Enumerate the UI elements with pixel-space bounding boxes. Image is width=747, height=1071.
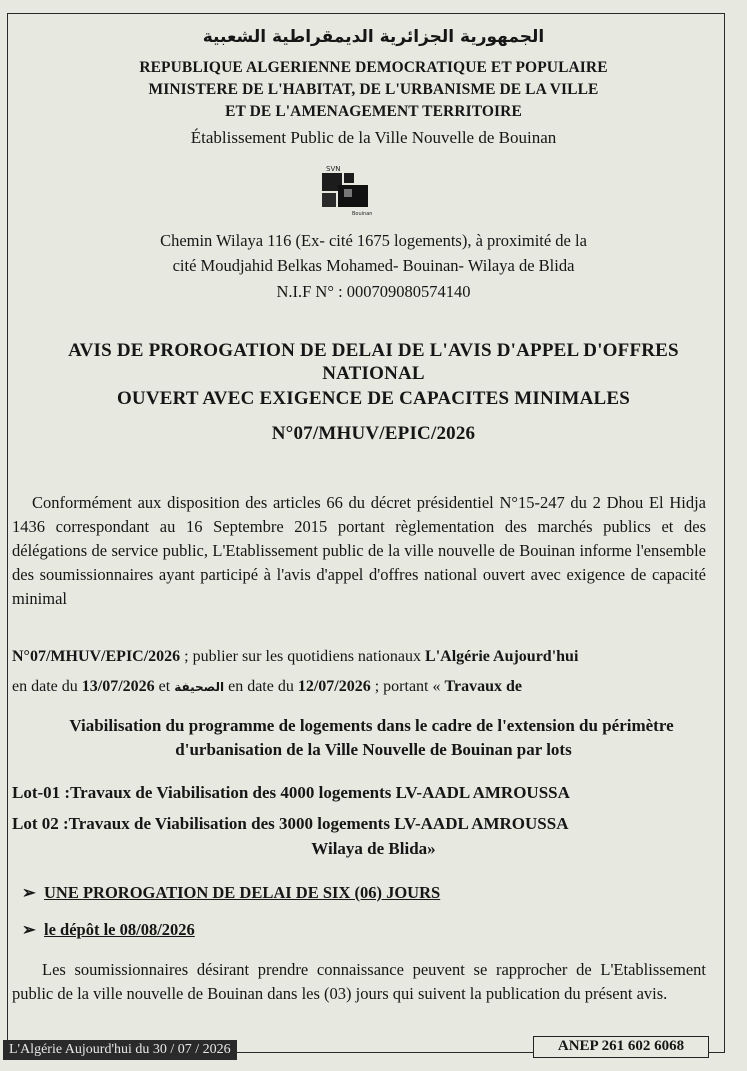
extension-text: UNE PROROGATION DE DELAI DE SIX (06) JOURS [44,883,441,902]
reference-line [12,648,706,666]
arabic-title: الجمهورية الجزائرية الديمقراطية الشعبية [202,27,545,47]
dates-line [12,678,706,696]
portant-text: ; portant « [370,678,445,695]
deposit-date-text: le dépôt le 08/08/2026 [44,920,195,939]
date-mid: en date du [224,678,298,695]
arrow-right-icon: ➢ [22,920,36,939]
travaux-de: Travaux de [444,678,522,695]
notice-title-line3: OUVERT AVEC EXIGENCE DE CAPACITES MINIMALES [116,388,631,409]
newspaper-name: L'Algérie Aujourd'hui [425,648,579,665]
project-line1: Viabilisation du programme de logements dans le cadre de l'extension du périmètre [69,716,674,735]
reference-number: N°07/MHUV/EPIC/2026 [12,648,181,665]
establishment-name: Établissement Public de la Ville Nouvelle de Bouinan [190,128,557,147]
publication-footer: L'Algérie Aujourd'hui du 30 / 07 / 2026 [3,1040,237,1060]
ministry-heading-line1: MINISTERE DE L'HABITAT, DE L'URBANISME DE LA VILLE [148,81,599,98]
closing-paragraph: Les soumissionnaires désirant prendre connaissance peuvent se rapprocher de L'Etablissement public de la ville nouvelle de Bouinan dans les (03) jours qui suivent la publication du présent avis. [12,960,706,1003]
notice-title-line1: AVIS DE PROROGATION DE DELAI DE L'AVIS D'APPEL D'OFFRES [68,340,679,361]
project-line2: d'urbanisation de la Ville Nouvelle de Bouinan par lots [175,740,572,759]
conjunction: et [154,678,175,695]
anep-reference: ANEP 261 602 6068 [533,1036,709,1058]
ministry-heading-line2: ET DE L'AMENAGEMENT TERRITOIRE [225,103,522,120]
logo-label: SVN [326,165,341,173]
lot-02: Lot 02 :Travaux de Viabilisation des 3000 logements LV-AADL AMROUSSA [12,814,569,833]
epic-logo [314,163,374,219]
lot-01: Lot-01 :Travaux de Viabilisation des 4000 logements LV-AADL AMROUSSA [12,783,570,802]
arabic-newspaper-name: الصحيفة [174,680,225,694]
nif-number: N.I.F N° : 000709080574140 [276,282,471,301]
publication-date-1: 13/07/2026 [81,678,155,695]
publication-date-2: 12/07/2026 [297,678,371,695]
notice-title-line2: NATIONAL [322,363,425,384]
intro-paragraph: Conformément aux disposition des articles 66 du décret présidentiel N°15-247 du 2 Dhou El Hidja 1436 correspondant au 16 Septembre 2015 portant règlementation des marchés publics et des délégations de service public, L'Etablissement public de la ville nouvelle de Bouinan informe l'ensemble des soumissionnaires ayant participé à l'avis d'appel d'offres national ouvert avec exigence de capacité minimal [12,493,706,608]
republic-heading: REPUBLIQUE ALGERIENNE DEMOCRATIQUE ET POPULAIRE [139,59,608,76]
arrow-right-icon: ➢ [22,883,36,902]
address-line1: Chemin Wilaya 116 (Ex- cité 1675 logements), à proximité de la [160,231,587,250]
logo-sublabel: Bouinan [352,211,373,217]
notice-reference: N°07/MHUV/EPIC/2026 [271,423,476,444]
date-prefix: en date du [12,678,82,695]
reference-text: ; publier sur les quotidiens nationaux [180,648,426,665]
lot-02-continuation: Wilaya de Blida» [311,839,436,858]
address-line2: cité Moudjahid Belkas Mohamed- Bouinan- Wilaya de Blida [172,256,575,275]
bullet-deposit [22,920,195,940]
bullet-extension [22,883,440,903]
